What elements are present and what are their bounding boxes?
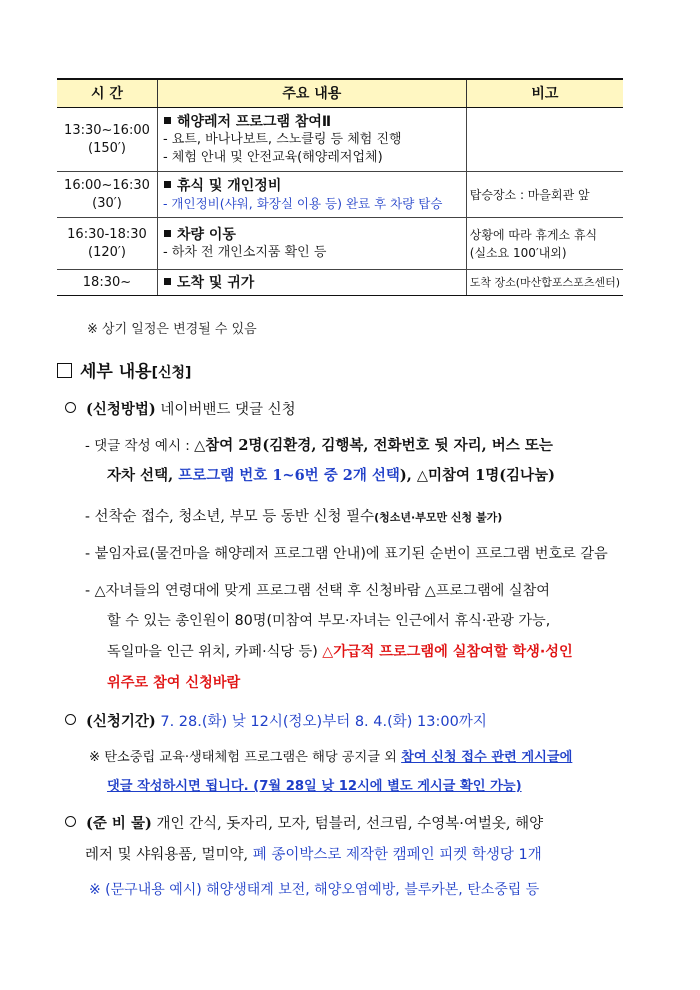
time-cell — [57, 218, 157, 270]
first-come-text: - 선착순 접수, 청소년, 부모 등 동반 신청 필수 — [85, 509, 375, 525]
program-title: 차량 이동 — [176, 226, 236, 243]
time-range: 13:30~16:00 — [64, 122, 150, 138]
table-row — [57, 270, 623, 296]
example-prefix: - 댓글 작성 예시 : — [85, 438, 195, 454]
program-title: 해양레저 프로그램 참여Ⅱ — [176, 113, 332, 130]
children-emphasis: △가급적 프로그램에 실참여할 학생·성인 — [322, 644, 573, 660]
method-label: (신청방법) — [86, 401, 156, 418]
supplies-line-2 — [85, 843, 542, 864]
table-row — [57, 172, 623, 218]
example-line-1 — [85, 434, 553, 455]
time-duration: (150′) — [88, 140, 126, 156]
time-range: 16:30-18:30 — [67, 226, 147, 242]
time-cell — [57, 172, 157, 218]
program-detail: - 하차 전 개인소지품 확인 등 — [162, 244, 327, 260]
square-bullet-icon — [164, 181, 171, 188]
note-line: (실소요 100′내외) — [469, 245, 567, 260]
period-note-text: ※ 탄소중립 교육·생태체험 프로그램은 해당 공지글 외 — [89, 750, 402, 765]
example-line-2 — [107, 464, 555, 485]
supplies-picket: 폐 종이박스로 제작한 캠페인 피켓 학생당 1개 — [252, 847, 542, 863]
note-cell — [466, 218, 623, 270]
period-note-line-1 — [89, 746, 572, 765]
section-heading — [57, 357, 191, 382]
time-range: 16:00~16:30 — [64, 177, 150, 193]
method-line — [65, 398, 296, 419]
circle-bullet-icon — [65, 402, 76, 413]
program-detail: - 체험 안내 및 안전교육(해양레저업체) — [162, 149, 383, 165]
checkbox-square-icon — [57, 363, 72, 378]
circle-bullet-icon — [65, 816, 76, 827]
note-cell: 탑승장소 : 마을회관 앞 — [466, 172, 623, 218]
content-cell — [157, 218, 466, 270]
content-cell — [157, 108, 466, 172]
children-line-3 — [107, 641, 573, 661]
note-cell: 도착 장소(마산합포스포츠센터) — [466, 270, 623, 296]
supplies-example: ※ (문구내용 예시) 해양생태계 보전, 해양오염예방, 블루카본, 탄소중립 등 — [89, 882, 540, 898]
example-text: 자차 선택, — [107, 467, 179, 484]
supplies-text: 레저 및 샤워용품, 멀미약, — [85, 847, 253, 863]
example-program-number: 프로그램 번호 1~6번 중 2개 선택 — [178, 467, 400, 484]
children-line-4: 위주로 참여 신청바람 — [107, 675, 241, 691]
header-content: 주요 내용 — [157, 79, 466, 108]
section-title-suffix: [신청] — [151, 365, 192, 381]
time-range: 18:30~ — [82, 274, 132, 290]
period-text: 7. 28.(화) 낮 12시(정오)부터 8. 4.(화) 13:00까지 — [160, 714, 487, 730]
children-line-1: - △자녀들의 연령대에 맞게 프로그램 선택 후 신청바람 △프로그램에 실참여 — [85, 583, 550, 599]
header-time: 시 간 — [57, 79, 157, 108]
section-title: 세부 내용 — [80, 362, 152, 382]
table-row — [57, 218, 623, 270]
square-bullet-icon — [164, 278, 171, 285]
program-detail: - 요트, 바나나보트, 스노클링 등 체험 진행 — [162, 131, 402, 147]
children-text: 독일마을 인근 위치, 카페·식당 등) — [107, 644, 323, 660]
first-come-line — [85, 505, 502, 526]
header-note: 비고 — [466, 79, 623, 108]
period-note-link: 참여 신청 접수 관련 게시글에 — [401, 750, 573, 765]
supplies-text: 개인 간식, 돗자리, 모자, 텀블러, 선크림, 수영복·여벌옷, 해양 — [156, 816, 544, 832]
supplies-line-1 — [65, 812, 543, 833]
period-note-line-2: 댓글 작성하시면 됩니다. (7월 28일 낮 12시에 별도 게시글 확인 가능) — [107, 779, 522, 794]
children-line-2: 할 수 있는 총인원이 80명(미참여 부모·자녀는 인근에서 휴식·관광 가능, — [107, 613, 551, 629]
period-label: (신청기간) — [86, 713, 156, 730]
supplies-label: (준 비 물) — [86, 815, 152, 832]
first-come-note: (청소년·부모만 신청 불가) — [374, 511, 503, 524]
schedule-footnote: ※ 상기 일정은 변경될 수 있음 — [87, 322, 257, 337]
time-cell — [57, 108, 157, 172]
program-title: 휴식 및 개인정비 — [176, 177, 282, 194]
content-cell — [157, 172, 466, 218]
schedule-table — [57, 78, 623, 296]
program-detail: - 개인정비(샤워, 화장실 이용 등) 완료 후 차량 탑승 — [162, 195, 443, 211]
time-cell — [57, 270, 157, 296]
time-duration: (30′) — [92, 195, 122, 211]
square-bullet-icon — [164, 230, 171, 237]
table-row — [57, 108, 623, 172]
square-bullet-icon — [164, 117, 171, 124]
example-text: △참여 2명(김환경, 김행복, 전화번호 뒷 자리, 버스 또는 — [194, 437, 553, 454]
attachment-line: - 붙임자료(물건마을 해양레저 프로그램 안내)에 표기된 순번이 프로그램 번호로 갈음 — [85, 546, 608, 562]
note-cell — [466, 108, 623, 172]
table-header-row — [57, 79, 623, 108]
circle-bullet-icon — [65, 714, 76, 725]
content-cell — [157, 270, 466, 296]
time-duration: (120′) — [88, 244, 126, 260]
program-title: 도착 및 귀가 — [176, 274, 255, 291]
example-text: ), △미참여 1명(김나눔) — [399, 467, 555, 484]
note-line: 상황에 따라 휴게소 휴식 — [469, 227, 598, 242]
period-line — [65, 710, 487, 731]
method-text: 네이버밴드 댓글 신청 — [160, 402, 296, 418]
